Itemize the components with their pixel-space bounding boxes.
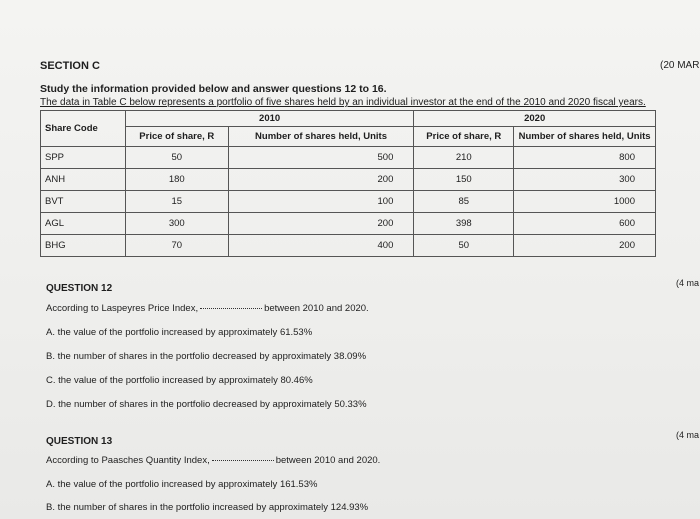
header-price-2020: Price of share, R [414, 127, 514, 147]
table-row [41, 235, 656, 257]
cell-price-2010: 300 [125, 213, 228, 235]
cell-shares-2020: 300 [514, 169, 656, 191]
question-12-stem-start: According to Laspeyres Price Index, [46, 303, 199, 314]
header-shares-2010: Number of shares held, Units [228, 127, 414, 147]
cell-price-2020: 398 [414, 213, 514, 235]
instruction-text: Study the information provided below and answer questions 12 to 16. [40, 83, 387, 95]
answer-blank [212, 460, 274, 461]
cell-shares-2010: 200 [228, 169, 414, 191]
question-12-option-c[interactable]: C. the value of the portfolio increased by approximately 80.46% [46, 375, 313, 386]
table-row [41, 191, 656, 213]
section-marks: (20 MAR [660, 60, 700, 71]
question-13-stem-start: According to Paasches Quantity Index, [46, 455, 210, 466]
cell-code: BHG [41, 235, 126, 257]
header-shares-2020: Number of shares held, Units [514, 127, 656, 147]
cell-shares-2010: 200 [228, 213, 414, 235]
portfolio-table [40, 110, 656, 257]
question-13-stem-end: between 2010 and 2020. [275, 455, 381, 466]
question-13-marks: (4 ma [676, 430, 700, 440]
question-13-stem [46, 455, 380, 466]
cell-price-2010: 50 [125, 147, 228, 169]
question-12-marks: (4 ma [676, 278, 700, 288]
cell-price-2020: 210 [414, 147, 514, 169]
question-12-title: QUESTION 12 [46, 283, 113, 294]
cell-shares-2020: 200 [514, 235, 656, 257]
question-12-option-d[interactable]: D. the number of shares in the portfolio decreased by approximately 50.33% [46, 399, 367, 410]
cell-shares-2010: 500 [228, 147, 414, 169]
header-year-2010: 2010 [125, 111, 413, 127]
cell-price-2010: 70 [125, 235, 228, 257]
question-13-option-b[interactable]: B. the number of shares in the portfolio increased by approximately 124.93% [46, 502, 369, 513]
question-12-option-b[interactable]: B. the number of shares in the portfolio decreased by approximately 38.09% [46, 351, 367, 362]
cell-price-2010: 15 [125, 191, 228, 213]
cell-code: BVT [41, 191, 126, 213]
answer-blank [200, 308, 262, 309]
header-year-2020: 2020 [414, 111, 656, 127]
cell-code: SPP [41, 147, 126, 169]
section-title: SECTION C [40, 60, 100, 72]
cell-price-2010: 180 [125, 169, 228, 191]
question-12-stem-end: between 2010 and 2020. [264, 303, 369, 314]
question-12-option-a[interactable]: A. the value of the portfolio increased by approximately 61.53% [46, 327, 313, 338]
question-12-stem [46, 303, 369, 314]
cell-code: ANH [41, 169, 126, 191]
cell-shares-2010: 400 [228, 235, 414, 257]
table-row [41, 147, 656, 169]
cell-shares-2020: 1000 [514, 191, 656, 213]
header-share-code: Share Code [41, 111, 126, 147]
table-description: The data in Table C below represents a portfolio of five shares held by an individual investor at the end of the 2010 and 2020 fiscal years. [40, 97, 646, 108]
cell-price-2020: 85 [414, 191, 514, 213]
cell-price-2020: 150 [414, 169, 514, 191]
cell-shares-2020: 800 [514, 147, 656, 169]
table-row [41, 169, 656, 191]
question-13-option-a[interactable]: A. the value of the portfolio increased by approximately 161.53% [46, 479, 318, 490]
cell-code: AGL [41, 213, 126, 235]
cell-price-2020: 50 [414, 235, 514, 257]
table-row [41, 213, 656, 235]
cell-shares-2020: 600 [514, 213, 656, 235]
cell-shares-2010: 100 [228, 191, 414, 213]
header-price-2010: Price of share, R [125, 127, 228, 147]
question-13-title: QUESTION 13 [46, 436, 113, 447]
